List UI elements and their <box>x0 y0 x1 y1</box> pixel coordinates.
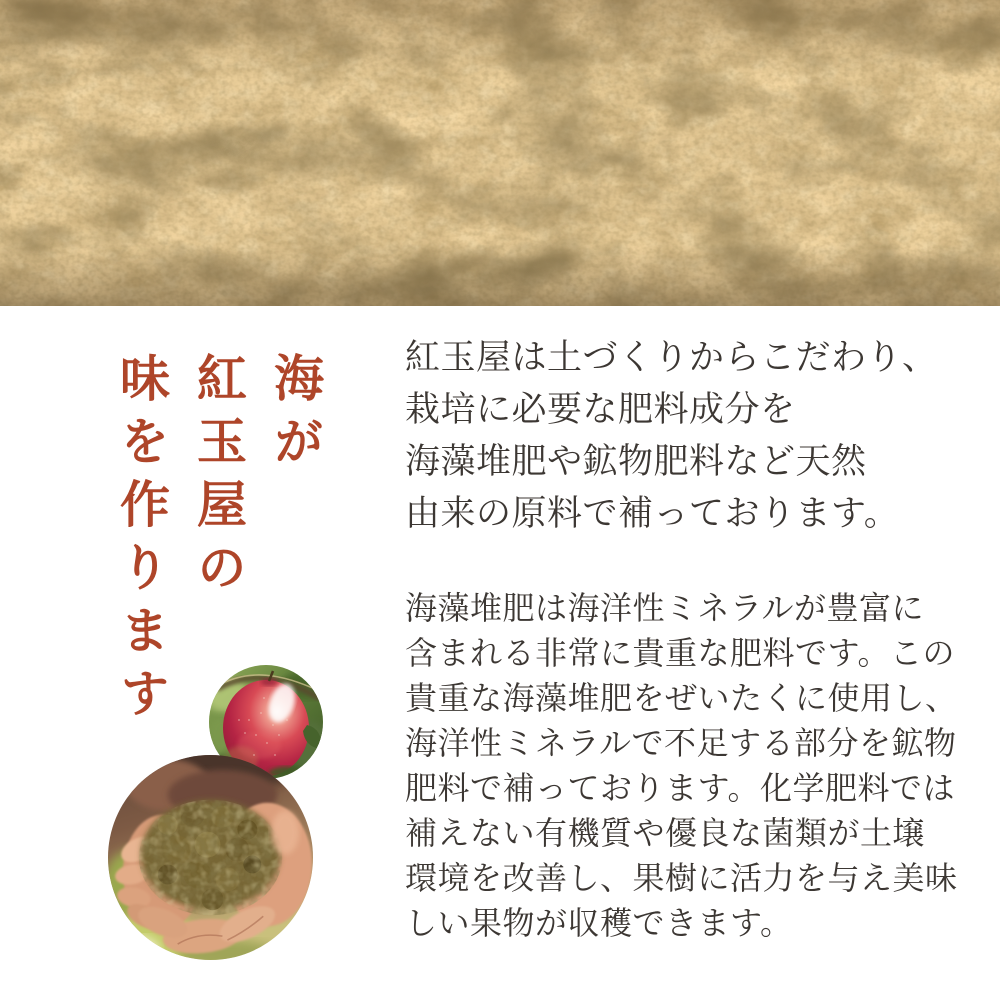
body-text-line: 海藻堆肥は海洋性ミネラルが豊富に <box>405 589 925 627</box>
hands-holding-compost-photo <box>108 755 313 960</box>
body-text-line: 含まれる非常に貴重な肥料です。この <box>405 634 955 672</box>
vertical-headline <box>103 352 334 730</box>
body-text-line: 補えない有機質や優良な菌類が土壌 <box>405 814 926 852</box>
detail-paragraph <box>405 586 958 946</box>
body-text-line: 紅玉屋は土づくりからこだわり、 <box>405 338 938 378</box>
headline-column: 海が <box>266 352 325 478</box>
body-text-line: 海藻堆肥や鉱物肥料など天然 <box>405 442 867 482</box>
headline-column: 紅玉屋の <box>189 352 248 604</box>
body-text-line: 貴重な海藻堆肥をぜいたくに使用し、 <box>405 679 958 717</box>
body-text-line: 海洋性ミネラルで不足する部分を鉱物 <box>405 724 957 762</box>
body-text-line: しい果物が収穫できます。 <box>405 904 793 942</box>
headline-column: 味を作ります <box>112 352 171 730</box>
soil-texture-graphic <box>0 0 1000 306</box>
hands-photo-graphic <box>108 755 313 960</box>
body-text-line: 環境を改善し、果樹に活力を与え美味 <box>405 859 958 897</box>
body-text-line: 由来の原料で補っております。 <box>405 494 900 534</box>
body-text-line: 栽培に必要な肥料成分を <box>405 390 796 430</box>
intro-paragraph <box>405 332 938 540</box>
soil-field-photo <box>0 0 1000 306</box>
body-text-line: 肥料で補っております。化学肥料では <box>405 769 955 807</box>
